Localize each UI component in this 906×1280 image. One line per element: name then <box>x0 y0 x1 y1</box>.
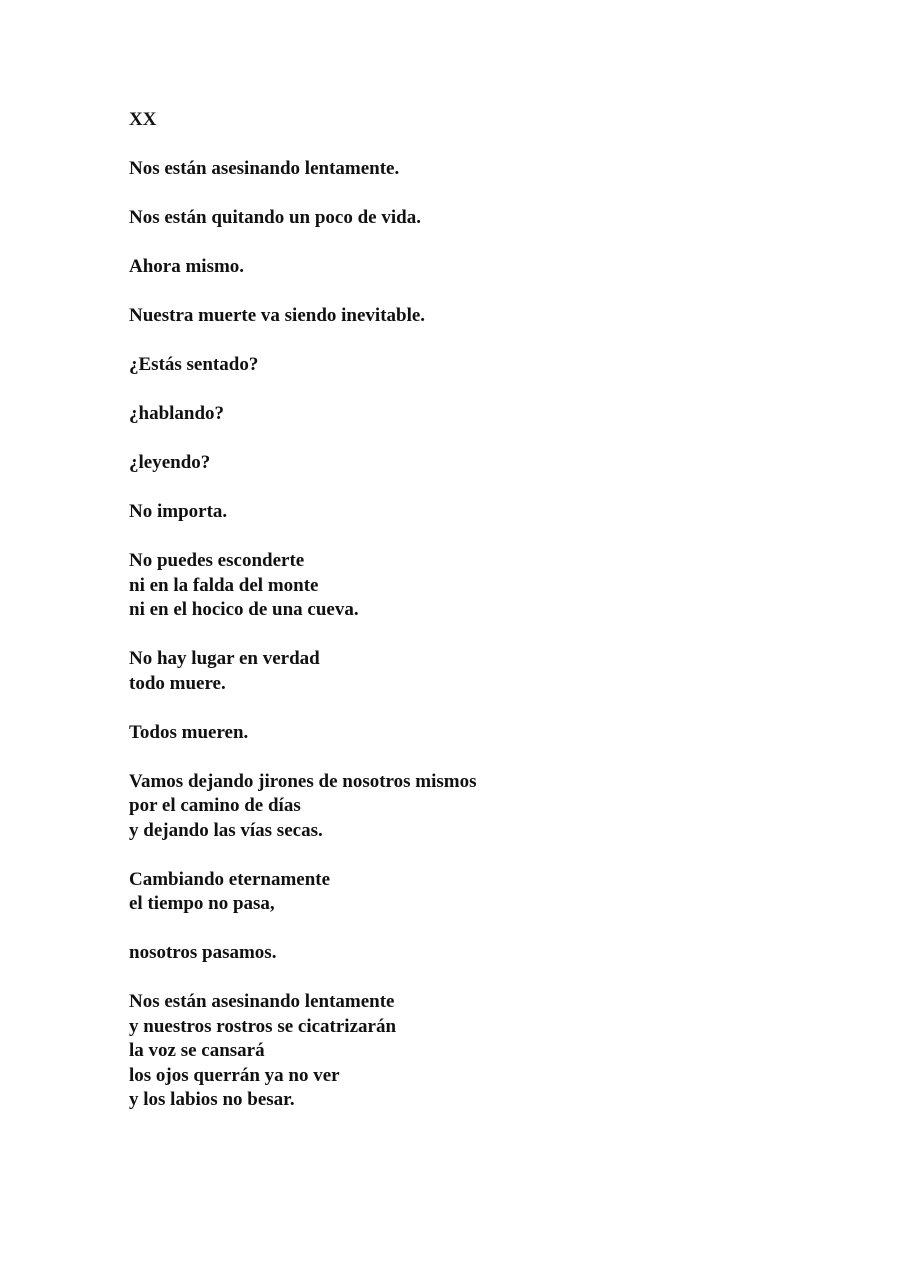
poem-line: No puedes esconderte <box>129 550 305 571</box>
poem-line: No importa. <box>129 501 228 522</box>
stanza <box>129 990 829 1113</box>
poem-line: Todos mueren. <box>129 721 249 743</box>
stanza <box>129 157 829 182</box>
stanza <box>129 451 829 476</box>
stanza <box>129 868 829 917</box>
stanza <box>129 549 829 623</box>
poem-body <box>129 157 829 1113</box>
poem-line: nosotros pasamos. <box>129 942 277 963</box>
poem-line: y dejando las vías secas. <box>129 819 323 841</box>
poem <box>129 108 829 1113</box>
poem-line: Nos están quitando un poco de vida. <box>129 207 421 228</box>
poem-line: los ojos querrán ya no ver <box>129 1064 340 1086</box>
poem-line: Cambiando eternamente <box>129 868 331 890</box>
stanza <box>129 255 829 280</box>
poem-line: ni en la falda del monte <box>129 574 319 596</box>
poem-line: ¿hablando? <box>129 403 225 424</box>
poem-line: y nuestros rostros se cicatrizarán <box>129 1015 397 1037</box>
stanza <box>129 206 829 231</box>
poem-line: por el camino de días <box>129 795 301 816</box>
poem-line: Nos están asesinando lentamente. <box>129 158 400 179</box>
poem-line: Nos están asesinando lentamente <box>129 991 395 1012</box>
poem-line: Vamos dejando jirones de nosotros mismos <box>129 770 477 792</box>
poem-line: todo muere. <box>129 672 226 694</box>
poem-title: XX <box>129 109 157 130</box>
poem-line: ni en el hocico de una cueva. <box>129 599 359 620</box>
stanza <box>129 770 829 844</box>
stanza <box>129 353 829 378</box>
poem-line: ¿leyendo? <box>129 452 211 473</box>
poem-line: ¿Estás sentado? <box>129 354 259 375</box>
stanza <box>129 304 829 329</box>
poem-line: y los labios no besar. <box>129 1089 295 1110</box>
stanza <box>129 647 829 696</box>
stanza <box>129 721 829 746</box>
poem-line: la voz se cansará <box>129 1040 265 1061</box>
poem-line: el tiempo no pasa, <box>129 893 275 914</box>
stanza <box>129 500 829 525</box>
stanza <box>129 402 829 427</box>
stanza <box>129 941 829 966</box>
poem-line: Nuestra muerte va siendo inevitable. <box>129 305 426 326</box>
poem-line: Ahora mismo. <box>129 256 245 277</box>
poem-line: No hay lugar en verdad <box>129 648 320 669</box>
